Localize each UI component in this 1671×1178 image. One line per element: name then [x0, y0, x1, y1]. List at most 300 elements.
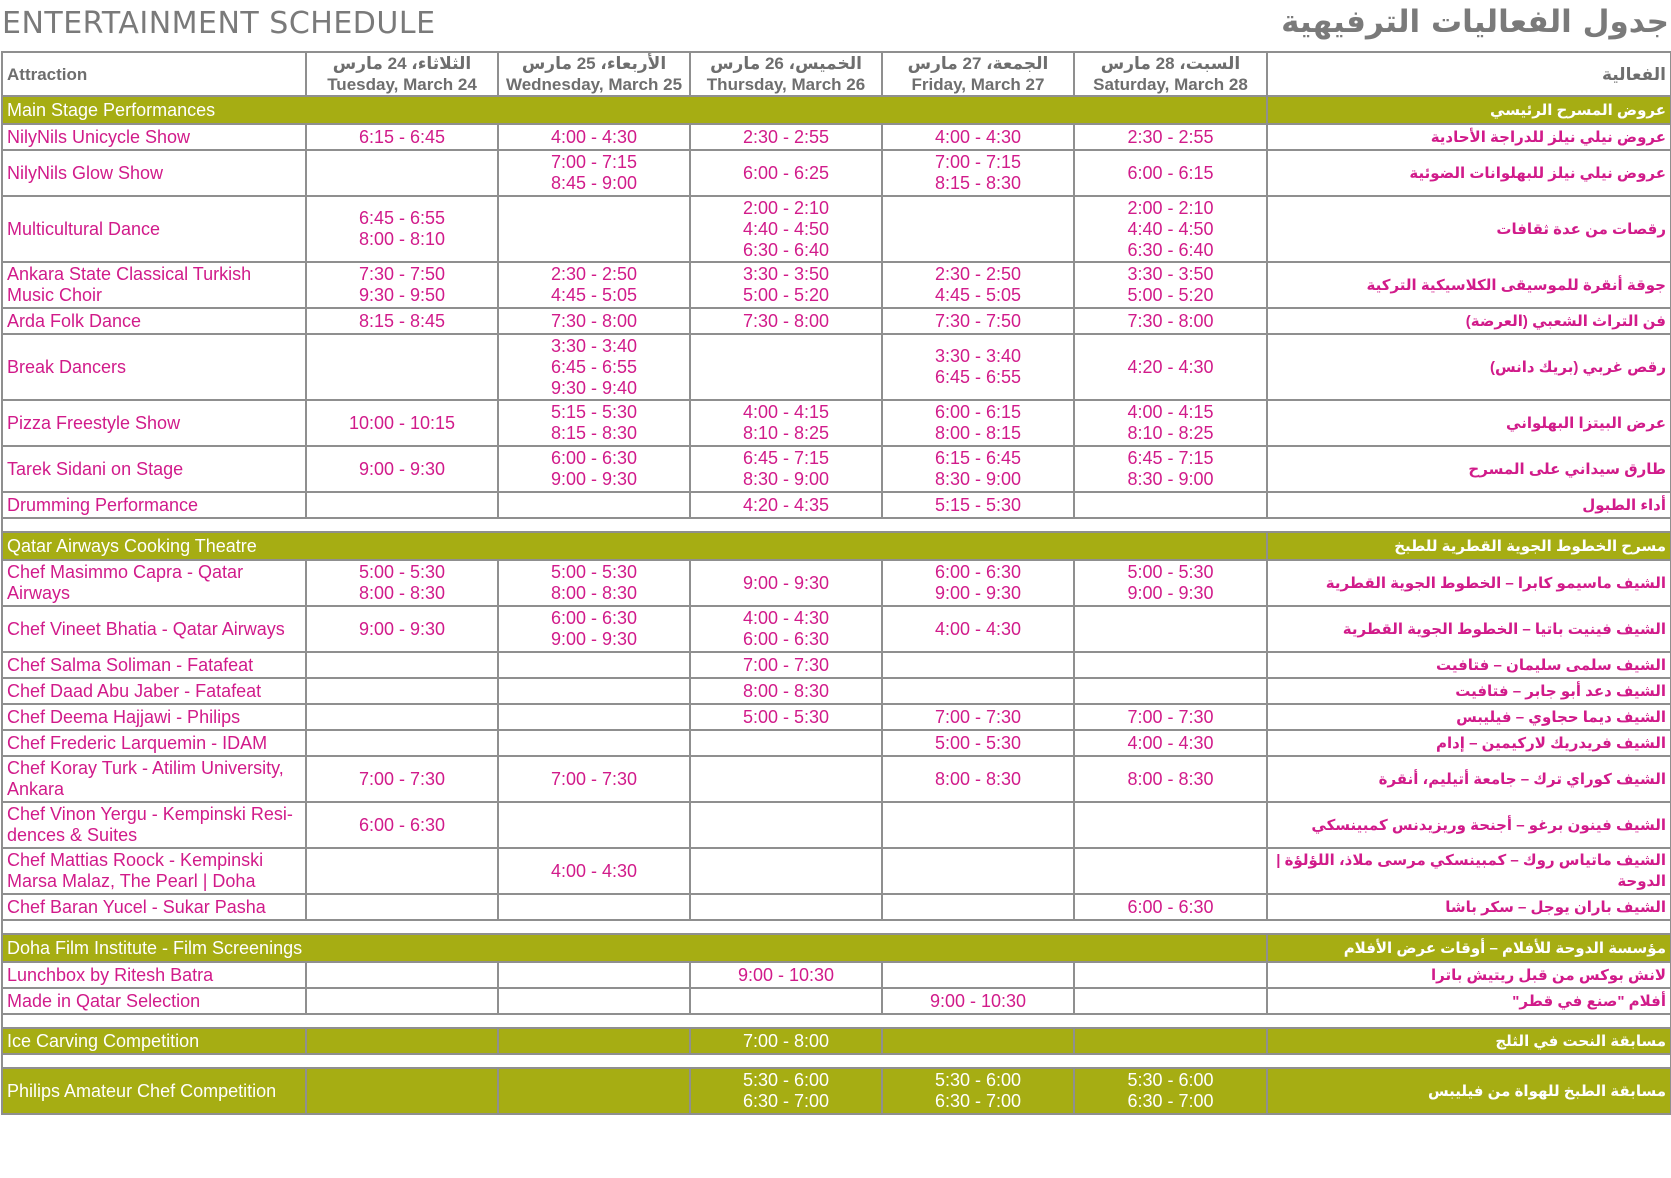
- time-slot: 7:00 - 7:30: [934, 706, 1022, 727]
- time-cell: [1074, 988, 1267, 1014]
- time-slot: 6:45 - 6:55: [550, 356, 638, 377]
- header-day: [498, 52, 690, 96]
- time-cell: [690, 446, 882, 492]
- section-title-arabic: عروض المسرح الرئيسي: [1267, 96, 1671, 124]
- table-row: [2, 704, 1671, 730]
- time-slot: 4:45 - 5:05: [934, 285, 1022, 305]
- table-row: [2, 334, 1671, 400]
- time-slot: 8:00 - 8:30: [934, 768, 1022, 789]
- time-cell: [690, 606, 882, 652]
- time-slot: 4:20 - 4:30: [1127, 356, 1214, 377]
- table-row: [2, 400, 1671, 446]
- time-cell: [306, 704, 498, 730]
- attraction-name: Chef Masimmo Capra - Qatar Airways: [2, 560, 306, 606]
- section-spacer: [2, 1054, 1671, 1068]
- time-slot: 8:10 - 8:25: [1127, 423, 1214, 443]
- time-cell: [690, 894, 882, 920]
- time-slot: 2:30 - 2:50: [934, 264, 1022, 284]
- attraction-name-arabic: جوقة أنقرة للموسيقى الكلاسيكية التركية: [1267, 262, 1671, 308]
- time-cell: [882, 678, 1074, 704]
- time-cell: [306, 988, 498, 1014]
- table-row: [2, 606, 1671, 652]
- time-cell: [498, 560, 690, 606]
- time-slot: 7:30 - 7:50: [934, 310, 1022, 331]
- section-header: [2, 934, 1671, 962]
- table-row: [2, 756, 1671, 802]
- time-cell: [882, 334, 1074, 400]
- time-slot: 6:00 - 6:25: [742, 162, 830, 183]
- table-row: [2, 150, 1671, 196]
- time-slot: 6:15 - 6:45: [934, 448, 1022, 468]
- time-cell: [1074, 606, 1267, 652]
- section-title: Qatar Airways Cooking Theatre: [2, 532, 1267, 560]
- time-cell: [1074, 446, 1267, 492]
- time-cell: [882, 730, 1074, 756]
- time-slot: 3:30 - 3:40: [550, 335, 638, 356]
- time-slot: 6:30 - 7:00: [1127, 1091, 1214, 1111]
- time-cell: [1074, 848, 1267, 894]
- attraction-name-arabic: الشيف فينون برغو – أجنحة وريزيدنس كمبينسكي: [1267, 802, 1671, 848]
- header-day-ar: الجمعة، 27 مارس: [907, 54, 1049, 73]
- attraction-name-arabic: مسابقة الطبخ للهواة من فيليبس: [1267, 1068, 1671, 1114]
- time-slot: 6:30 - 6:40: [1127, 239, 1214, 260]
- time-cell: [1074, 124, 1267, 150]
- time-slot: 4:00 - 4:15: [1127, 402, 1214, 422]
- time-cell: [1074, 196, 1267, 262]
- time-cell: [882, 1068, 1074, 1114]
- spacer-cell: [2, 518, 1671, 532]
- time-cell: [306, 492, 498, 518]
- time-cell: [498, 262, 690, 308]
- time-cell: [1074, 652, 1267, 678]
- time-cell: [1074, 560, 1267, 606]
- time-cell: [882, 400, 1074, 446]
- header-day-ar: الخميس، 26 مارس: [710, 54, 862, 73]
- time-cell: [1074, 962, 1267, 988]
- time-slot: 4:00 - 4:30: [550, 860, 638, 881]
- time-cell: [690, 262, 882, 308]
- header-day-en: Friday, March 27: [911, 75, 1045, 94]
- time-slot: 8:00 - 8:15: [934, 423, 1022, 443]
- table-row: [2, 730, 1671, 756]
- attraction-name: Ankara State Classical Turkish Music Choir: [2, 262, 306, 308]
- time-cell: [1074, 262, 1267, 308]
- attraction-name: Chef Frederic Larquemin - IDAM: [2, 730, 306, 756]
- time-cell: [690, 334, 882, 400]
- time-slot: 9:00 - 9:30: [358, 458, 446, 479]
- time-slot: 7:00 - 7:15: [550, 152, 638, 172]
- time-cell: [498, 894, 690, 920]
- time-slot: 8:00 - 8:30: [1127, 768, 1214, 789]
- time-cell: [882, 894, 1074, 920]
- schedule-body: [2, 96, 1671, 1114]
- header-day: [690, 52, 882, 96]
- time-cell: [498, 400, 690, 446]
- time-cell: [882, 446, 1074, 492]
- time-slot: 7:00 - 7:30: [742, 654, 830, 675]
- attraction-name-arabic: أفلام "صنع في قطر": [1267, 988, 1671, 1014]
- header-day-en: Thursday, March 26: [706, 75, 866, 94]
- time-cell: [882, 802, 1074, 848]
- time-cell: [690, 400, 882, 446]
- header-day-ar: الأربعاء، 25 مارس: [521, 54, 667, 73]
- table-row: [2, 560, 1671, 606]
- time-cell: [1074, 704, 1267, 730]
- attraction-name-arabic: الشيف فريدريك لاركيمين – إدام: [1267, 730, 1671, 756]
- attraction-name: Chef Daad Abu Jaber - Fatafeat: [2, 678, 306, 704]
- time-cell: [690, 560, 882, 606]
- time-cell: [882, 560, 1074, 606]
- time-cell: [882, 988, 1074, 1014]
- time-cell: [690, 802, 882, 848]
- attraction-name: Chef Mattias Roock - Kempinski Marsa Malaz, The Pearl | Doha: [2, 848, 306, 894]
- attraction-name-arabic: الشيف فينيت باتيا – الخطوط الجوية القطرية: [1267, 606, 1671, 652]
- time-slot: 4:00 - 4:15: [742, 402, 830, 422]
- time-slot: 8:15 - 8:30: [550, 423, 638, 443]
- time-slot: 5:00 - 5:30: [358, 562, 446, 582]
- header-day: [882, 52, 1074, 96]
- attraction-name: Chef Deema Hajjawi - Philips: [2, 704, 306, 730]
- attraction-name-arabic: عروض نيلي نيلز للدراجة الأحادية: [1267, 124, 1671, 150]
- attraction-name: Drumming Performance: [2, 492, 306, 518]
- time-cell: [882, 606, 1074, 652]
- time-slot: 9:00 - 9:30: [550, 469, 638, 489]
- header-day-en: Tuesday, March 24: [327, 75, 477, 94]
- time-slot: 9:00 - 9:30: [1127, 583, 1214, 603]
- time-cell: [1074, 730, 1267, 756]
- time-slot: 8:30 - 9:00: [1127, 469, 1214, 489]
- time-cell: [498, 652, 690, 678]
- time-cell: [1074, 334, 1267, 400]
- time-cell: [882, 962, 1074, 988]
- time-slot: 7:30 - 8:00: [1127, 310, 1214, 331]
- time-slot: 4:20 - 4:35: [742, 494, 830, 515]
- header-day: [1074, 52, 1267, 96]
- time-slot: 8:00 - 8:10: [358, 229, 446, 249]
- attraction-name-arabic: عروض نيلي نيلز للبهلوانات الضوئية: [1267, 150, 1671, 196]
- time-slot: 2:30 - 2:55: [1127, 126, 1214, 147]
- page-title-arabic: جدول الفعاليات الترفيهية: [1281, 4, 1669, 40]
- table-row: [2, 848, 1671, 894]
- time-slot: 5:30 - 6:00: [1127, 1070, 1214, 1090]
- time-slot: 8:15 - 8:30: [934, 173, 1022, 193]
- attraction-name: Tarek Sidani on Stage: [2, 446, 306, 492]
- time-slot: 7:00 - 7:30: [358, 768, 446, 789]
- time-slot: 4:45 - 5:05: [550, 285, 638, 305]
- time-cell: [1074, 492, 1267, 518]
- time-slot: 6:00 - 6:15: [1127, 162, 1214, 183]
- section-header: [2, 532, 1671, 560]
- time-cell: [306, 196, 498, 262]
- attraction-name: Break Dancers: [2, 334, 306, 400]
- time-slot: 4:00 - 4:30: [934, 126, 1022, 147]
- time-cell: [498, 848, 690, 894]
- time-cell: [498, 802, 690, 848]
- time-slot: 8:30 - 9:00: [934, 469, 1022, 489]
- time-cell: [306, 962, 498, 988]
- time-cell: [306, 400, 498, 446]
- time-slot: 6:30 - 6:40: [742, 239, 830, 260]
- attraction-name: Philips Amateur Chef Competition: [2, 1068, 306, 1114]
- attraction-name-arabic: أداء الطبول: [1267, 492, 1671, 518]
- schedule-table: [1, 51, 1671, 1115]
- section-title: Doha Film Institute - Film Screenings: [2, 934, 1267, 962]
- time-cell: [690, 756, 882, 802]
- time-cell: [882, 492, 1074, 518]
- header-day-ar: الثلاثاء، 24 مارس: [332, 54, 472, 73]
- header-row: [2, 52, 1671, 96]
- time-slot: 5:00 - 5:30: [742, 706, 830, 727]
- time-cell: [498, 1068, 690, 1114]
- time-slot: 9:00 - 9:30: [550, 629, 638, 649]
- time-cell: [690, 1028, 882, 1054]
- section-header: [2, 96, 1671, 124]
- time-cell: [690, 124, 882, 150]
- time-cell: [498, 492, 690, 518]
- section-title-arabic: مؤسسة الدوحة للأفلام – أوقات عرض الأفلام: [1267, 934, 1671, 962]
- time-cell: [306, 730, 498, 756]
- table-row: [2, 1028, 1671, 1054]
- time-cell: [1074, 678, 1267, 704]
- time-slot: 7:00 - 8:00: [742, 1030, 830, 1051]
- time-cell: [498, 756, 690, 802]
- time-cell: [690, 848, 882, 894]
- time-slot: 4:00 - 4:30: [550, 126, 638, 147]
- time-slot: 10:00 - 10:15: [348, 412, 456, 433]
- time-cell: [498, 196, 690, 262]
- time-slot: 9:00 - 10:30: [737, 964, 835, 985]
- time-cell: [882, 652, 1074, 678]
- attraction-name-arabic: طارق سيداني على المسرح: [1267, 446, 1671, 492]
- table-row: [2, 262, 1671, 308]
- time-slot: 2:00 - 2:10: [1127, 197, 1214, 218]
- time-slot: 6:00 - 6:30: [1127, 896, 1214, 917]
- time-slot: 5:00 - 5:20: [1127, 285, 1214, 305]
- time-slot: 6:30 - 7:00: [742, 1091, 830, 1111]
- time-cell: [498, 308, 690, 334]
- time-cell: [306, 334, 498, 400]
- section-spacer: [2, 518, 1671, 532]
- time-cell: [882, 848, 1074, 894]
- table-row: [2, 802, 1671, 848]
- time-slot: 8:45 - 9:00: [550, 173, 638, 193]
- attraction-name-arabic: الشيف سلمى سليمان – فتافيت: [1267, 652, 1671, 678]
- section-spacer: [2, 1014, 1671, 1028]
- table-row: [2, 308, 1671, 334]
- time-cell: [690, 730, 882, 756]
- time-slot: 6:00 - 6:30: [550, 448, 638, 468]
- time-slot: 7:00 - 7:30: [550, 768, 638, 789]
- time-slot: 2:00 - 2:10: [742, 197, 830, 218]
- time-slot: 5:15 - 5:30: [550, 402, 638, 422]
- time-cell: [690, 678, 882, 704]
- attraction-name-arabic: لانش بوكس من قبل ريتيش باترا: [1267, 962, 1671, 988]
- time-slot: 5:00 - 5:20: [742, 285, 830, 305]
- time-cell: [690, 1068, 882, 1114]
- time-cell: [690, 704, 882, 730]
- page-title: ENTERTAINMENT SCHEDULE: [2, 6, 436, 41]
- time-slot: 9:00 - 9:30: [358, 618, 446, 639]
- time-cell: [1074, 894, 1267, 920]
- time-slot: 8:00 - 8:30: [742, 680, 830, 701]
- time-slot: 4:40 - 4:50: [1127, 218, 1214, 239]
- attraction-name-arabic: الشيف كوراي ترك – جامعة أتيليم، أنقرة: [1267, 756, 1671, 802]
- attraction-name-arabic: الشيف ديما حجاوي – فيليبس: [1267, 704, 1671, 730]
- time-slot: 4:00 - 4:30: [934, 618, 1022, 639]
- time-slot: 5:00 - 5:30: [934, 732, 1022, 753]
- table-row: [2, 652, 1671, 678]
- time-slot: 7:00 - 7:30: [1127, 706, 1214, 727]
- spacer-cell: [2, 920, 1671, 934]
- attraction-name: Lunchbox by Ritesh Batra: [2, 962, 306, 988]
- time-slot: 8:15 - 8:45: [358, 310, 446, 331]
- time-slot: 6:45 - 6:55: [934, 367, 1022, 387]
- time-cell: [498, 124, 690, 150]
- time-slot: 7:30 - 8:00: [550, 310, 638, 331]
- table-row: [2, 124, 1671, 150]
- time-slot: 6:00 - 6:30: [550, 608, 638, 628]
- section-spacer: [2, 920, 1671, 934]
- time-slot: 6:45 - 6:55: [358, 208, 446, 228]
- time-cell: [882, 308, 1074, 334]
- time-slot: 9:00 - 9:30: [934, 583, 1022, 603]
- time-cell: [306, 848, 498, 894]
- table-row: [2, 988, 1671, 1014]
- time-slot: 6:30 - 7:00: [934, 1091, 1022, 1111]
- time-slot: 5:30 - 6:00: [934, 1070, 1022, 1090]
- table-row: [2, 962, 1671, 988]
- time-cell: [882, 196, 1074, 262]
- attraction-name-arabic: مسابقة النحت في الثلج: [1267, 1028, 1671, 1054]
- time-slot: 7:00 - 7:15: [934, 152, 1022, 172]
- time-cell: [306, 124, 498, 150]
- attraction-name-arabic: الشيف دعد أبو جابر – فتافيت: [1267, 678, 1671, 704]
- time-cell: [306, 606, 498, 652]
- attraction-name-arabic: الشيف ماتياس روك – كمبينسكي مرسى ملاذ، اللؤلؤة | الدوحة: [1267, 848, 1671, 894]
- time-slot: 8:00 - 8:30: [550, 583, 638, 603]
- header-day-en: Saturday, March 28: [1093, 75, 1248, 94]
- time-cell: [306, 262, 498, 308]
- time-slot: 7:30 - 8:00: [742, 310, 830, 331]
- time-cell: [1074, 756, 1267, 802]
- time-slot: 4:40 - 4:50: [742, 218, 830, 239]
- time-slot: 6:00 - 6:30: [742, 629, 830, 649]
- table-row: [2, 894, 1671, 920]
- time-cell: [1074, 150, 1267, 196]
- time-slot: 9:00 - 9:30: [742, 572, 830, 593]
- time-cell: [306, 1028, 498, 1054]
- time-cell: [882, 262, 1074, 308]
- attraction-name-arabic: رقصات من عدة ثقافات: [1267, 196, 1671, 262]
- header-attraction-arabic: الفعالية: [1267, 52, 1671, 96]
- attraction-name-arabic: الشيف ماسيمو كابرا – الخطوط الجوية القطرية: [1267, 560, 1671, 606]
- attraction-name-arabic: رقص غربي (بريك دانس): [1267, 334, 1671, 400]
- time-cell: [690, 988, 882, 1014]
- time-cell: [306, 756, 498, 802]
- time-cell: [306, 678, 498, 704]
- time-cell: [690, 492, 882, 518]
- time-slot: 7:30 - 7:50: [358, 264, 446, 284]
- attraction-name: Multicultural Dance: [2, 196, 306, 262]
- time-cell: [882, 1028, 1074, 1054]
- time-cell: [306, 560, 498, 606]
- time-cell: [306, 150, 498, 196]
- time-cell: [882, 704, 1074, 730]
- time-slot: 6:45 - 7:15: [1127, 448, 1214, 468]
- time-slot: 8:30 - 9:00: [742, 469, 830, 489]
- time-cell: [690, 196, 882, 262]
- time-cell: [882, 150, 1074, 196]
- spacer-cell: [2, 1054, 1671, 1068]
- time-cell: [498, 446, 690, 492]
- header-day-ar: السبت، 28 مارس: [1100, 54, 1241, 73]
- attraction-name: Chef Vineet Bhatia - Qatar Airways: [2, 606, 306, 652]
- spacer-cell: [2, 1014, 1671, 1028]
- time-cell: [306, 308, 498, 334]
- section-title-arabic: مسرح الخطوط الجوية القطرية للطبخ: [1267, 532, 1671, 560]
- attraction-name: Ice Carving Competition: [2, 1028, 306, 1054]
- time-cell: [498, 334, 690, 400]
- time-slot: 9:30 - 9:50: [358, 285, 446, 305]
- time-cell: [498, 678, 690, 704]
- time-cell: [1074, 400, 1267, 446]
- time-cell: [498, 962, 690, 988]
- time-slot: 9:30 - 9:40: [550, 377, 638, 398]
- attraction-name-arabic: عرض البيتزا البهلواني: [1267, 400, 1671, 446]
- time-cell: [1074, 1068, 1267, 1114]
- time-slot: 8:10 - 8:25: [742, 423, 830, 443]
- table-row: [2, 678, 1671, 704]
- table-row: [2, 492, 1671, 518]
- time-slot: 5:00 - 5:30: [1127, 562, 1214, 582]
- time-cell: [1074, 308, 1267, 334]
- time-cell: [882, 756, 1074, 802]
- time-slot: 2:30 - 2:55: [742, 126, 830, 147]
- header-day-en: Wednesday, March 25: [505, 75, 683, 94]
- attraction-name-arabic: الشيف باران يوجل – سكر باشا: [1267, 894, 1671, 920]
- time-slot: 5:30 - 6:00: [742, 1070, 830, 1090]
- header-attraction: Attraction: [2, 52, 306, 96]
- time-cell: [690, 652, 882, 678]
- time-cell: [306, 1068, 498, 1114]
- time-cell: [1074, 802, 1267, 848]
- time-slot: 6:15 - 6:45: [358, 126, 446, 147]
- time-slot: 8:00 - 8:30: [358, 583, 446, 603]
- time-slot: 6:00 - 6:15: [934, 402, 1022, 422]
- time-cell: [498, 730, 690, 756]
- time-cell: [498, 150, 690, 196]
- time-slot: 6:45 - 7:15: [742, 448, 830, 468]
- attraction-name: Pizza Freestyle Show: [2, 400, 306, 446]
- table-row: [2, 1068, 1671, 1114]
- time-slot: 9:00 - 10:30: [929, 990, 1027, 1011]
- time-cell: [306, 894, 498, 920]
- time-cell: [1074, 1028, 1267, 1054]
- time-slot: 6:00 - 6:30: [934, 562, 1022, 582]
- attraction-name: NilyNils Unicycle Show: [2, 124, 306, 150]
- time-slot: 3:30 - 3:40: [934, 346, 1022, 366]
- time-cell: [306, 652, 498, 678]
- time-cell: [882, 124, 1074, 150]
- table-row: [2, 446, 1671, 492]
- attraction-name: Chef Vinon Yergu - Kempinski Resi-dences & Suites: [2, 802, 306, 848]
- header-day: [306, 52, 498, 96]
- time-slot: 4:00 - 4:30: [742, 608, 830, 628]
- time-cell: [498, 704, 690, 730]
- time-cell: [498, 988, 690, 1014]
- time-slot: 2:30 - 2:50: [550, 264, 638, 284]
- attraction-name: Arda Folk Dance: [2, 308, 306, 334]
